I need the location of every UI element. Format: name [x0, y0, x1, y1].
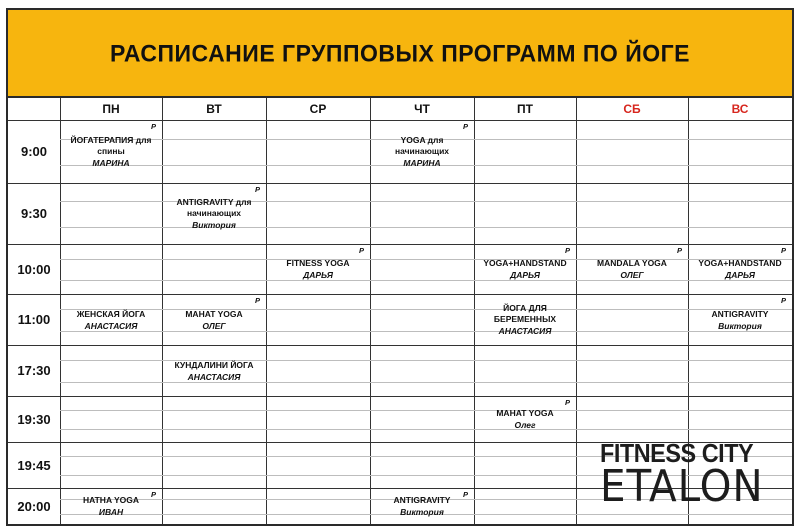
day-header: ПН [102, 102, 120, 116]
class-entry[interactable] [60, 489, 162, 524]
grid-subline [60, 410, 792, 411]
class-entry[interactable] [162, 184, 266, 244]
trainer-name: МАРИНА [92, 158, 130, 168]
logo-line-1: FITNESS CITY [600, 438, 754, 468]
trainer-name: ИВАН [98, 507, 124, 517]
trainer-name: МАРИНА [403, 158, 441, 168]
trainer-name: Виктория [400, 507, 444, 517]
paid-flag: P [358, 246, 364, 255]
trainer-name: Олег [514, 420, 536, 430]
class-name: ANTIGRAVITY [393, 495, 451, 505]
paid-flag: P [150, 490, 156, 499]
class-name: MAHAT YOGA [496, 408, 554, 418]
paid-flag: P [780, 296, 786, 305]
day-header: СБ [623, 102, 641, 116]
class-entry[interactable] [60, 295, 162, 345]
day-header: ВТ [206, 102, 222, 116]
logo-line-2: ETALON [600, 461, 764, 512]
trainer-name: ДАРЬЯ [303, 270, 333, 280]
class-entry[interactable] [266, 245, 370, 294]
brand-logo [600, 440, 780, 520]
paid-flag: P [462, 490, 468, 499]
time-slot-label: 10:00 [17, 261, 51, 277]
class-entry[interactable] [370, 121, 474, 183]
paid-flag: P [462, 122, 468, 131]
paid-flag: P [564, 398, 570, 407]
class-entry[interactable] [474, 295, 576, 345]
class-entry[interactable] [576, 245, 688, 294]
paid-flag: P [254, 296, 260, 305]
class-name: HATHA YOGA [82, 495, 140, 505]
class-name: КУНДАЛИНИ ЙОГА [174, 359, 254, 370]
trainer-name: АНАСТАСИЯ [84, 320, 138, 331]
class-name: YOGA+HANDSTAND [698, 258, 782, 268]
time-slot-label: 20:00 [17, 498, 51, 514]
day-header: ЧТ [414, 102, 430, 116]
class-name: ЖЕНСКАЯ ЙОГА [76, 308, 146, 319]
class-name: YOGA+HANDSTAND [483, 258, 567, 268]
class-entry[interactable] [474, 397, 576, 442]
class-name: MANDALA YOGA [597, 258, 667, 268]
page-title: РАСПИСАНИЕ ГРУППОВЫХ ПРОГРАММ ПО ЙОГЕ [110, 38, 690, 67]
paid-flag: P [254, 185, 260, 194]
paid-flag: P [564, 246, 570, 255]
day-header: СР [309, 102, 327, 116]
trainer-name: Виктория [192, 220, 236, 230]
grid-vline [266, 98, 267, 524]
time-slot-label: 9:00 [20, 144, 48, 159]
class-name: ЙОГА ДЛЯ БЕРЕМЕННЫХ [493, 303, 557, 324]
grid-vline [576, 98, 577, 524]
trainer-name: АНАСТАСИЯ [498, 326, 552, 336]
time-slot-label: 19:30 [17, 411, 51, 427]
day-header: ПТ [517, 102, 533, 116]
title-banner [8, 10, 792, 98]
paid-flag: P [780, 246, 786, 255]
paid-flag: P [150, 122, 156, 131]
class-entry[interactable] [60, 121, 162, 183]
class-name: ЙОГАТЕРАПИЯ для спины [70, 135, 152, 156]
trainer-name: ДАРЬЯ [510, 270, 540, 280]
class-name: ANTIGRAVITY [711, 308, 769, 319]
time-slot-label: 9:30 [20, 206, 48, 221]
trainer-name: ОЛЕГ [620, 270, 644, 280]
day-header: ВС [731, 102, 749, 116]
time-slot-label: 19:45 [17, 457, 51, 473]
paid-flag: P [676, 246, 682, 255]
class-name: FITNESS YOGA [286, 258, 350, 268]
class-name: MAHAT YOGA [185, 308, 243, 319]
grid-hline [8, 183, 792, 184]
trainer-name: Виктория [718, 320, 762, 331]
grid-hline [8, 396, 792, 397]
class-entry[interactable] [162, 295, 266, 345]
class-entry[interactable] [370, 489, 474, 524]
trainer-name: ДАРЬЯ [725, 270, 755, 280]
grid-subline [60, 429, 792, 430]
class-entry[interactable] [162, 346, 266, 396]
class-entry[interactable] [688, 295, 792, 345]
class-name: YOGA для начинающих [394, 135, 450, 156]
trainer-name: АНАСТАСИЯ [187, 371, 241, 382]
class-name: ANTIGRAVITY для начинающих [176, 197, 252, 218]
class-entry[interactable] [474, 245, 576, 294]
class-entry[interactable] [688, 245, 792, 294]
trainer-name: ОЛЕГ [202, 320, 226, 331]
time-slot-label: 17:30 [17, 363, 51, 378]
grid-hline [8, 345, 792, 346]
time-slot-label: 11:00 [17, 312, 51, 327]
